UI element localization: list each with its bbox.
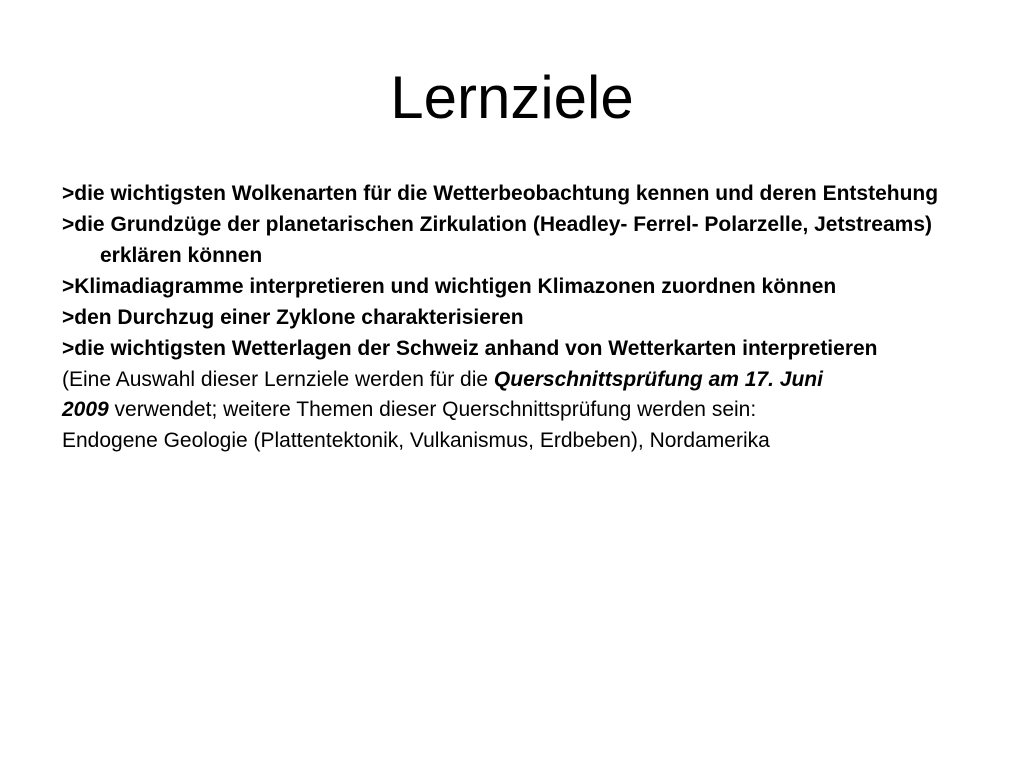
exam-note-continuation-text: verwendet; weitere Themen dieser Querschnittsprüfung werden sein: [108, 398, 757, 421]
slide-content [62, 178, 962, 456]
exam-year-emphasis: 2009 [62, 398, 109, 421]
learning-goal-1: >die wichtigsten Wolkenarten für die Wetterbeobachtung kennen und deren Entstehung [62, 182, 939, 205]
exam-date-emphasis: Querschnittsprüfung am 17. Juni [493, 368, 823, 391]
exam-note-continuation [62, 394, 962, 425]
slide-title: Lernziele [390, 64, 634, 131]
learning-goal-2: >die Grundzüge der planetarischen Zirkulation (Headley- Ferrel- Polarzelle, Jetstreams) erklären können [62, 213, 933, 267]
learning-goal-4: >den Durchzug einer Zyklone charakterisieren [62, 306, 524, 329]
learning-goal-5: >die wichtigsten Wetterlagen der Schweiz anhand von Wetterkarten interpretieren [62, 337, 878, 360]
learning-goal-3: >Klimadiagramme interpretieren und wichtigen Klimazonen zuordnen können [62, 275, 837, 298]
exam-note-intro: (Eine Auswahl dieser Lernziele werden für die [62, 368, 494, 391]
exam-note [62, 364, 962, 394]
further-topics: Endogene Geologie (Plattentektonik, Vulkanismus, Erdbeben), Nordamerika [62, 429, 770, 452]
